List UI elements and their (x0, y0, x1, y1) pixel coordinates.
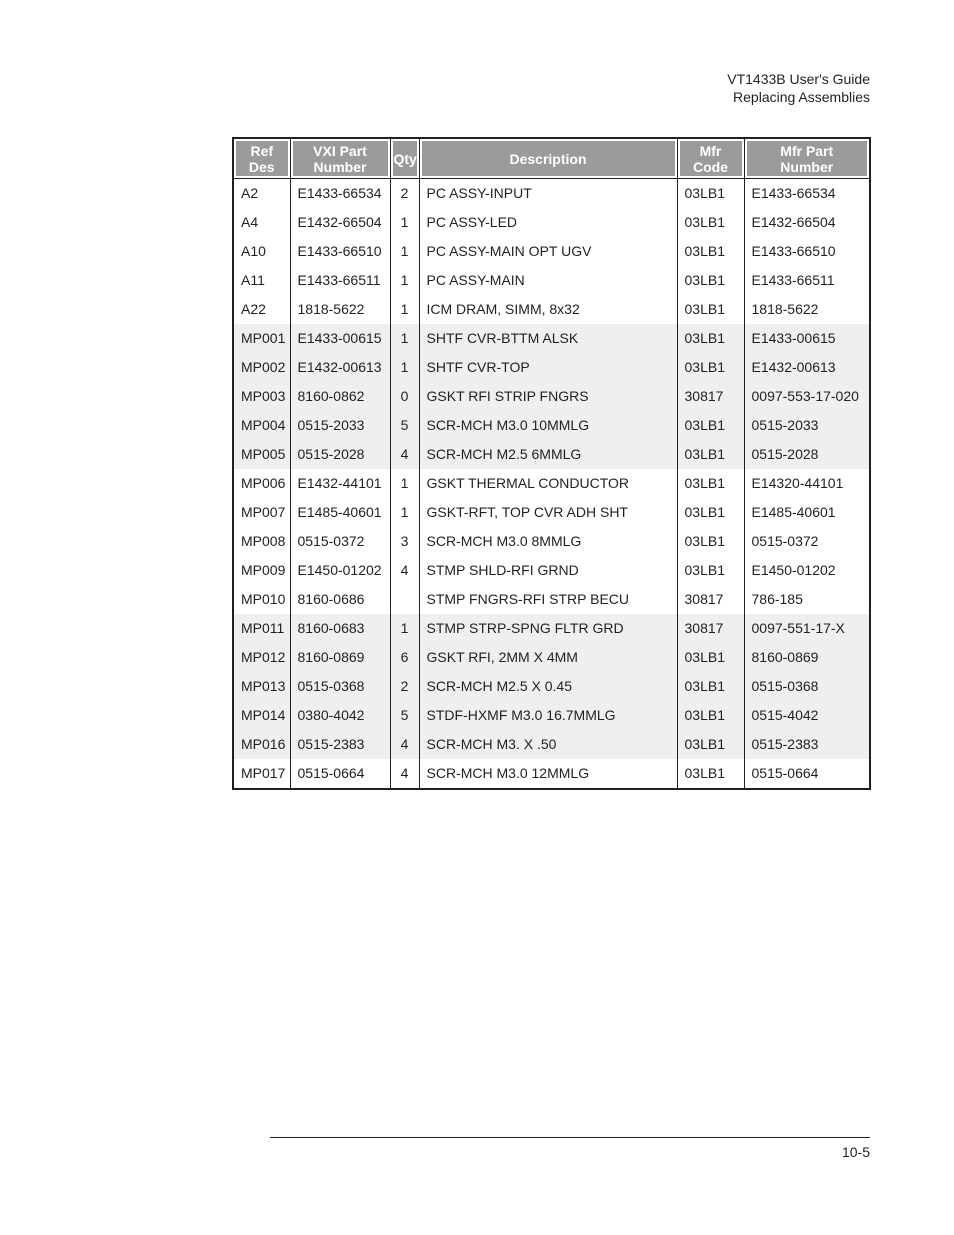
mfr-code-cell: 03LB1 (677, 324, 744, 353)
qty-cell: 4 (390, 730, 419, 759)
ref-des-cell: MP004 (233, 411, 290, 440)
ref-des-cell: MP011 (233, 614, 290, 643)
description-cell: STMP SHLD-RFI GRND (419, 556, 677, 585)
qty-cell: 1 (390, 614, 419, 643)
mfr-code-cell: 03LB1 (677, 411, 744, 440)
description-cell: STMP FNGRS-RFI STRP BECU (419, 585, 677, 614)
ref-des-cell: MP010 (233, 585, 290, 614)
mfr-part-number-cell: E1432-66504 (744, 208, 870, 237)
column-header-qty: Qty (390, 138, 419, 179)
ref-des-cell: MP003 (233, 382, 290, 411)
mfr-part-number-cell: 1818-5622 (744, 295, 870, 324)
qty-cell: 5 (390, 701, 419, 730)
mfr-part-number-cell: E1432-00613 (744, 353, 870, 382)
mfr-code-cell: 03LB1 (677, 527, 744, 556)
description-cell: PC ASSY-LED (419, 208, 677, 237)
table-row (233, 440, 870, 469)
vxi-part-number-cell: 8160-0869 (290, 643, 390, 672)
vxi-part-number-cell: E1485-40601 (290, 498, 390, 527)
mfr-part-number-cell: 0515-0664 (744, 759, 870, 789)
qty-cell: 1 (390, 498, 419, 527)
mfr-part-number-cell: E1433-00615 (744, 324, 870, 353)
mfr-part-number-cell: 0515-2033 (744, 411, 870, 440)
document-title: VT1433B User's Guide (727, 71, 870, 87)
qty-cell: 5 (390, 411, 419, 440)
description-cell: PC ASSY-MAIN OPT UGV (419, 237, 677, 266)
description-cell: SCR-MCH M2.5 X 0.45 (419, 672, 677, 701)
vxi-part-number-cell: 0515-0372 (290, 527, 390, 556)
chapter-title: Replacing Assemblies (733, 89, 870, 105)
mfr-part-number-cell: E1433-66534 (744, 179, 870, 209)
mfr-part-number-cell: E1433-66511 (744, 266, 870, 295)
description-cell: SCR-MCH M3.0 12MMLG (419, 759, 677, 789)
description-cell: SCR-MCH M3.0 8MMLG (419, 527, 677, 556)
ref-des-cell: MP008 (233, 527, 290, 556)
table-row (233, 585, 870, 614)
mfr-part-number-cell: 0097-551-17-X (744, 614, 870, 643)
mfr-code-cell: 03LB1 (677, 295, 744, 324)
description-cell: PC ASSY-MAIN (419, 266, 677, 295)
qty-cell: 1 (390, 469, 419, 498)
table-body (233, 179, 870, 790)
mfr-part-number-cell: E1485-40601 (744, 498, 870, 527)
mfr-code-cell: 03LB1 (677, 469, 744, 498)
ref-des-cell: MP009 (233, 556, 290, 585)
qty-cell: 1 (390, 295, 419, 324)
footer-rule (270, 1137, 870, 1138)
table-row (233, 266, 870, 295)
mfr-part-number-cell: E1433-66510 (744, 237, 870, 266)
mfr-code-cell: 03LB1 (677, 759, 744, 789)
ref-des-cell: MP017 (233, 759, 290, 789)
page-number: 10-5 (841, 1144, 870, 1160)
mfr-part-number-cell: E14320-44101 (744, 469, 870, 498)
qty-cell: 4 (390, 440, 419, 469)
vxi-part-number-cell: 8160-0686 (290, 585, 390, 614)
table-row (233, 498, 870, 527)
header-row (233, 138, 870, 179)
qty-cell: 2 (390, 672, 419, 701)
vxi-part-number-cell: E1433-00615 (290, 324, 390, 353)
table-row (233, 382, 870, 411)
ref-des-cell: MP001 (233, 324, 290, 353)
mfr-code-cell: 03LB1 (677, 353, 744, 382)
description-cell: GSKT-RFT, TOP CVR ADH SHT (419, 498, 677, 527)
mfr-code-cell: 30817 (677, 382, 744, 411)
table-row (233, 295, 870, 324)
mfr-code-cell: 03LB1 (677, 672, 744, 701)
description-cell: SHTF CVR-TOP (419, 353, 677, 382)
ref-des-cell: A10 (233, 237, 290, 266)
qty-cell: 6 (390, 643, 419, 672)
mfr-code-cell: 03LB1 (677, 266, 744, 295)
mfr-code-cell: 03LB1 (677, 643, 744, 672)
table-row (233, 353, 870, 382)
table-row (233, 672, 870, 701)
mfr-part-number-cell: E1450-01202 (744, 556, 870, 585)
mfr-part-number-cell: 0515-2383 (744, 730, 870, 759)
qty-cell (390, 585, 419, 614)
vxi-part-number-cell: 0380-4042 (290, 701, 390, 730)
column-header-description: Description (419, 138, 677, 179)
column-header-mfr-code: Mfr Code (677, 138, 744, 179)
vxi-part-number-cell: E1433-66510 (290, 237, 390, 266)
table-row (233, 469, 870, 498)
mfr-part-number-cell: 0515-4042 (744, 701, 870, 730)
table-row (233, 643, 870, 672)
vxi-part-number-cell: E1432-00613 (290, 353, 390, 382)
qty-cell: 1 (390, 237, 419, 266)
vxi-part-number-cell: 0515-2383 (290, 730, 390, 759)
qty-cell: 0 (390, 382, 419, 411)
ref-des-cell: MP005 (233, 440, 290, 469)
mfr-code-cell: 30817 (677, 614, 744, 643)
table-row (233, 237, 870, 266)
vxi-part-number-cell: 8160-0683 (290, 614, 390, 643)
vxi-part-number-cell: 0515-0368 (290, 672, 390, 701)
qty-cell: 1 (390, 208, 419, 237)
description-cell: SCR-MCH M3.0 10MMLG (419, 411, 677, 440)
mfr-code-cell: 03LB1 (677, 440, 744, 469)
description-cell: PC ASSY-INPUT (419, 179, 677, 209)
description-cell: GSKT RFI, 2MM X 4MM (419, 643, 677, 672)
mfr-code-cell: 03LB1 (677, 701, 744, 730)
mfr-part-number-cell: 0515-0372 (744, 527, 870, 556)
parts-list-table (232, 137, 871, 790)
table-row (233, 324, 870, 353)
qty-cell: 1 (390, 324, 419, 353)
ref-des-cell: A11 (233, 266, 290, 295)
vxi-part-number-cell: 0515-2028 (290, 440, 390, 469)
table-row (233, 556, 870, 585)
table-row (233, 614, 870, 643)
table-row (233, 701, 870, 730)
vxi-part-number-cell: E1432-44101 (290, 469, 390, 498)
qty-cell: 4 (390, 759, 419, 789)
vxi-part-number-cell: 0515-0664 (290, 759, 390, 789)
table-row (233, 527, 870, 556)
column-header-ref-des: Ref Des (233, 138, 290, 179)
ref-des-cell: MP014 (233, 701, 290, 730)
vxi-part-number-cell: 1818-5622 (290, 295, 390, 324)
running-header (727, 70, 870, 106)
vxi-part-number-cell: E1450-01202 (290, 556, 390, 585)
mfr-part-number-cell: 0097-553-17-020 (744, 382, 870, 411)
qty-cell: 1 (390, 353, 419, 382)
qty-cell: 1 (390, 266, 419, 295)
description-cell: SCR-MCH M2.5 6MMLG (419, 440, 677, 469)
mfr-code-cell: 30817 (677, 585, 744, 614)
table-row (233, 411, 870, 440)
table-row (233, 730, 870, 759)
mfr-code-cell: 03LB1 (677, 498, 744, 527)
vxi-part-number-cell: E1433-66511 (290, 266, 390, 295)
description-cell: STMP STRP-SPNG FLTR GRD (419, 614, 677, 643)
vxi-part-number-cell: E1432-66504 (290, 208, 390, 237)
mfr-part-number-cell: 786-185 (744, 585, 870, 614)
table-row (233, 208, 870, 237)
column-header-vxi-part-number: VXI Part Number (290, 138, 390, 179)
mfr-code-cell: 03LB1 (677, 179, 744, 209)
mfr-part-number-cell: 0515-0368 (744, 672, 870, 701)
ref-des-cell: MP012 (233, 643, 290, 672)
mfr-part-number-cell: 8160-0869 (744, 643, 870, 672)
description-cell: STDF-HXMF M3.0 16.7MMLG (419, 701, 677, 730)
qty-cell: 4 (390, 556, 419, 585)
table-row (233, 179, 870, 209)
ref-des-cell: MP013 (233, 672, 290, 701)
ref-des-cell: MP002 (233, 353, 290, 382)
vxi-part-number-cell: 8160-0862 (290, 382, 390, 411)
qty-cell: 3 (390, 527, 419, 556)
table-header (233, 138, 870, 179)
ref-des-cell: MP016 (233, 730, 290, 759)
mfr-part-number-cell: 0515-2028 (744, 440, 870, 469)
ref-des-cell: MP006 (233, 469, 290, 498)
description-cell: GSKT THERMAL CONDUCTOR (419, 469, 677, 498)
description-cell: SCR-MCH M3. X .50 (419, 730, 677, 759)
qty-cell: 2 (390, 179, 419, 209)
mfr-code-cell: 03LB1 (677, 208, 744, 237)
column-header-mfr-part-number: Mfr Part Number (744, 138, 870, 179)
ref-des-cell: A4 (233, 208, 290, 237)
vxi-part-number-cell: E1433-66534 (290, 179, 390, 209)
description-cell: SHTF CVR-BTTM ALSK (419, 324, 677, 353)
vxi-part-number-cell: 0515-2033 (290, 411, 390, 440)
description-cell: ICM DRAM, SIMM, 8x32 (419, 295, 677, 324)
mfr-code-cell: 03LB1 (677, 730, 744, 759)
ref-des-cell: MP007 (233, 498, 290, 527)
mfr-code-cell: 03LB1 (677, 556, 744, 585)
table-row (233, 759, 870, 789)
description-cell: GSKT RFI STRIP FNGRS (419, 382, 677, 411)
mfr-code-cell: 03LB1 (677, 237, 744, 266)
ref-des-cell: A22 (233, 295, 290, 324)
ref-des-cell: A2 (233, 179, 290, 209)
